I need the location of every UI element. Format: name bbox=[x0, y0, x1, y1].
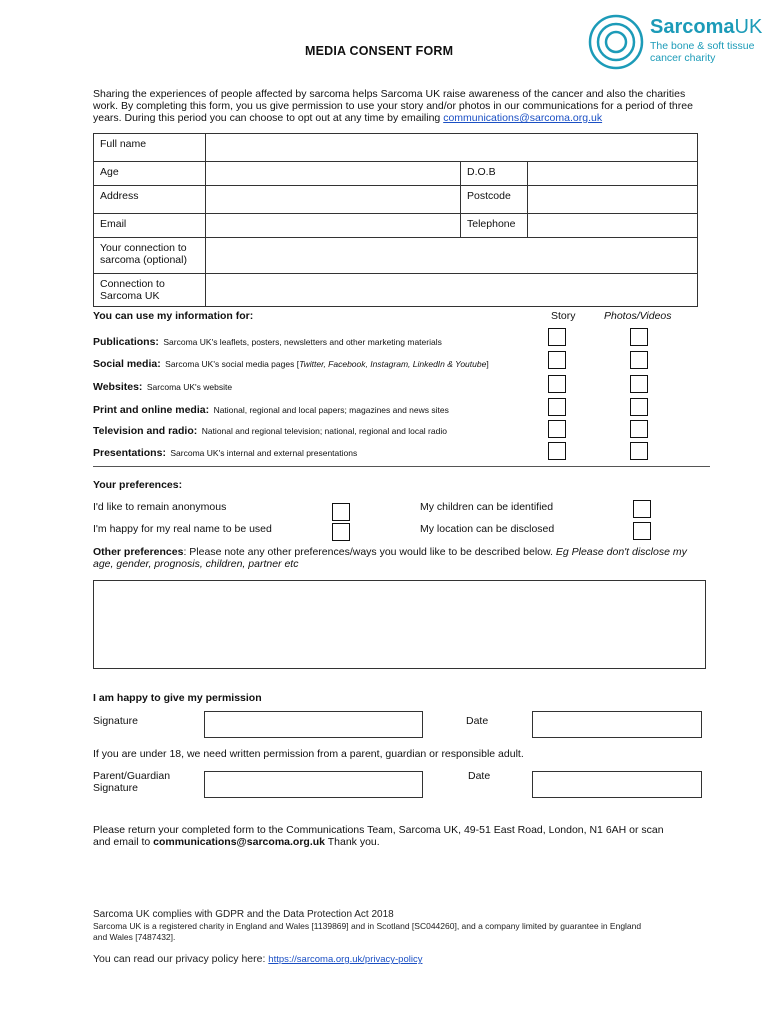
preferences-heading: Your preferences: bbox=[93, 479, 183, 491]
intro-email-link[interactable]: communications@sarcoma.org.uk bbox=[443, 112, 603, 124]
usage-row-print-online bbox=[93, 400, 449, 418]
websites-photos-checkbox[interactable] bbox=[630, 375, 648, 393]
usage-row-publications bbox=[93, 332, 442, 350]
anonymous-label: I'd like to remain anonymous bbox=[93, 501, 227, 513]
usage-desc: Sarcoma UK's website bbox=[146, 382, 233, 392]
return-instructions bbox=[93, 824, 683, 848]
dob-label: D.O.B bbox=[461, 162, 528, 186]
postcode-label: Postcode bbox=[461, 186, 528, 214]
privacy-policy-link[interactable]: https://sarcoma.org.uk/privacy-policy bbox=[268, 954, 423, 965]
telephone-label: Telephone bbox=[461, 214, 528, 238]
connection-uk-label: Connection to Sarcoma UK bbox=[94, 274, 206, 307]
websites-story-checkbox[interactable] bbox=[548, 375, 566, 393]
parent-signature-field[interactable] bbox=[204, 771, 423, 798]
usage-label: Social media: bbox=[93, 358, 161, 370]
print-online-story-checkbox[interactable] bbox=[548, 398, 566, 416]
address-field[interactable] bbox=[206, 186, 461, 214]
usage-row-websites bbox=[93, 377, 232, 395]
real-name-label: I'm happy for my real name to be used bbox=[93, 523, 272, 535]
publications-photos-checkbox[interactable] bbox=[630, 328, 648, 346]
usage-desc: National and regional television; national, regional and local radio bbox=[201, 426, 447, 436]
social-media-photos-checkbox[interactable] bbox=[630, 351, 648, 369]
parent-date-field[interactable] bbox=[532, 771, 702, 798]
usage-desc: Sarcoma UK's social media pages [ bbox=[165, 359, 300, 369]
publications-story-checkbox[interactable] bbox=[548, 328, 566, 346]
email-label: Email bbox=[94, 214, 206, 238]
usage-desc-end: ] bbox=[486, 359, 489, 369]
telephone-field[interactable] bbox=[528, 214, 698, 238]
gdpr-notice: Sarcoma UK complies with GDPR and the Data Protection Act 2018 bbox=[93, 909, 394, 920]
privacy-notice bbox=[93, 953, 422, 965]
dob-field[interactable] bbox=[528, 162, 698, 186]
usage-heading: You can use my information for: bbox=[93, 310, 254, 322]
connection-uk-field[interactable] bbox=[206, 274, 698, 307]
usage-desc: National, regional and local papers; magazines and news sites bbox=[213, 405, 449, 415]
postcode-field[interactable] bbox=[528, 186, 698, 214]
age-field[interactable] bbox=[206, 162, 461, 186]
signature-label: Signature bbox=[93, 715, 138, 727]
logo-name-suffix: UK bbox=[734, 16, 763, 38]
other-preferences-desc: : Please note any other preferences/ways you would like to be described below. bbox=[183, 546, 556, 558]
connection-optional-label: Your connection to sarcoma (optional) bbox=[94, 238, 206, 274]
other-preferences-example: Eg Please don't disclose my age, gender, prognosis, children, partner etc bbox=[93, 546, 687, 570]
col-photos-header: Photos/Videos bbox=[604, 310, 672, 322]
charity-notice: Sarcoma UK is a registered charity in England and Wales [1139869] and in Scotland [SC044260], and a company limited by guarantee in England and Wales [7487432]. bbox=[93, 921, 642, 942]
usage-label: Publications: bbox=[93, 336, 159, 348]
location-checkbox[interactable] bbox=[633, 522, 651, 540]
return-email: communications@sarcoma.org.uk bbox=[153, 836, 325, 848]
children-checkbox[interactable] bbox=[633, 500, 651, 518]
full-name-label: Full name bbox=[94, 134, 206, 162]
usage-desc: Sarcoma UK's internal and external presentations bbox=[170, 448, 358, 458]
presentations-photos-checkbox[interactable] bbox=[630, 442, 648, 460]
tv-radio-photos-checkbox[interactable] bbox=[630, 420, 648, 438]
location-label: My location can be disclosed bbox=[420, 523, 555, 535]
date-field[interactable] bbox=[532, 711, 702, 738]
logo-rings-icon bbox=[588, 14, 644, 70]
logo-tagline-2: cancer charity bbox=[650, 52, 716, 64]
full-name-field[interactable] bbox=[206, 134, 698, 162]
return-thanks: Thank you. bbox=[325, 836, 380, 848]
section-divider bbox=[93, 466, 710, 467]
usage-label: Print and online media: bbox=[93, 404, 210, 416]
other-preferences-textarea[interactable] bbox=[93, 580, 706, 669]
usage-label: Websites: bbox=[93, 381, 143, 393]
real-name-checkbox[interactable] bbox=[332, 523, 350, 541]
other-preferences-label: Other preferences bbox=[93, 546, 184, 558]
age-label: Age bbox=[94, 162, 206, 186]
under-18-notice: If you are under 18, we need written permission from a parent, guardian or responsible adult. bbox=[93, 748, 524, 760]
signature-field[interactable] bbox=[204, 711, 423, 738]
col-story-header: Story bbox=[551, 310, 576, 322]
details-table bbox=[93, 133, 698, 307]
email-field[interactable] bbox=[206, 214, 461, 238]
presentations-story-checkbox[interactable] bbox=[548, 442, 566, 460]
usage-label: Television and radio: bbox=[93, 425, 198, 437]
anonymous-checkbox[interactable] bbox=[332, 503, 350, 521]
usage-desc-italic: Twitter, Facebook, Instagram, LinkedIn & Youtube bbox=[299, 359, 487, 369]
intro-text: Sharing the experiences of people affected by sarcoma helps Sarcoma UK raise awareness of the cancer and also the charities work. By completing this form, you us give permission to use your story and/or photos in our communications for a period of three years. During this period you can choose to opt out at any time by emailing bbox=[93, 88, 693, 124]
intro-paragraph bbox=[93, 88, 693, 124]
privacy-text: You can read our privacy policy here: bbox=[93, 953, 269, 965]
usage-row-presentations bbox=[93, 443, 357, 461]
print-online-photos-checkbox[interactable] bbox=[630, 398, 648, 416]
logo-name: Sarcoma bbox=[650, 16, 735, 38]
address-label: Address bbox=[94, 186, 206, 214]
usage-desc: Sarcoma UK's leaflets, posters, newsletters and other marketing materials bbox=[163, 337, 442, 347]
parent-signature-label: Parent/Guardian Signature bbox=[93, 770, 171, 794]
logo-tagline-1: The bone & soft tissue bbox=[650, 40, 755, 52]
logo bbox=[588, 14, 763, 70]
page-title: MEDIA CONSENT FORM bbox=[305, 44, 454, 58]
other-preferences-text bbox=[93, 546, 693, 570]
usage-row-tv-radio bbox=[93, 421, 447, 439]
date-label: Date bbox=[466, 715, 489, 727]
usage-row-social-media bbox=[93, 354, 489, 372]
permission-heading: I am happy to give my permission bbox=[93, 692, 262, 704]
connection-optional-field[interactable] bbox=[206, 238, 698, 274]
return-text: Please return your completed form to the Communications Team, Sarcoma UK, 49-51 East Road, London, N1 6AH or scan and email to bbox=[93, 824, 664, 848]
usage-label: Presentations: bbox=[93, 447, 166, 459]
social-media-story-checkbox[interactable] bbox=[548, 351, 566, 369]
tv-radio-story-checkbox[interactable] bbox=[548, 420, 566, 438]
children-label: My children can be identified bbox=[420, 501, 554, 513]
parent-date-label: Date bbox=[468, 770, 491, 782]
